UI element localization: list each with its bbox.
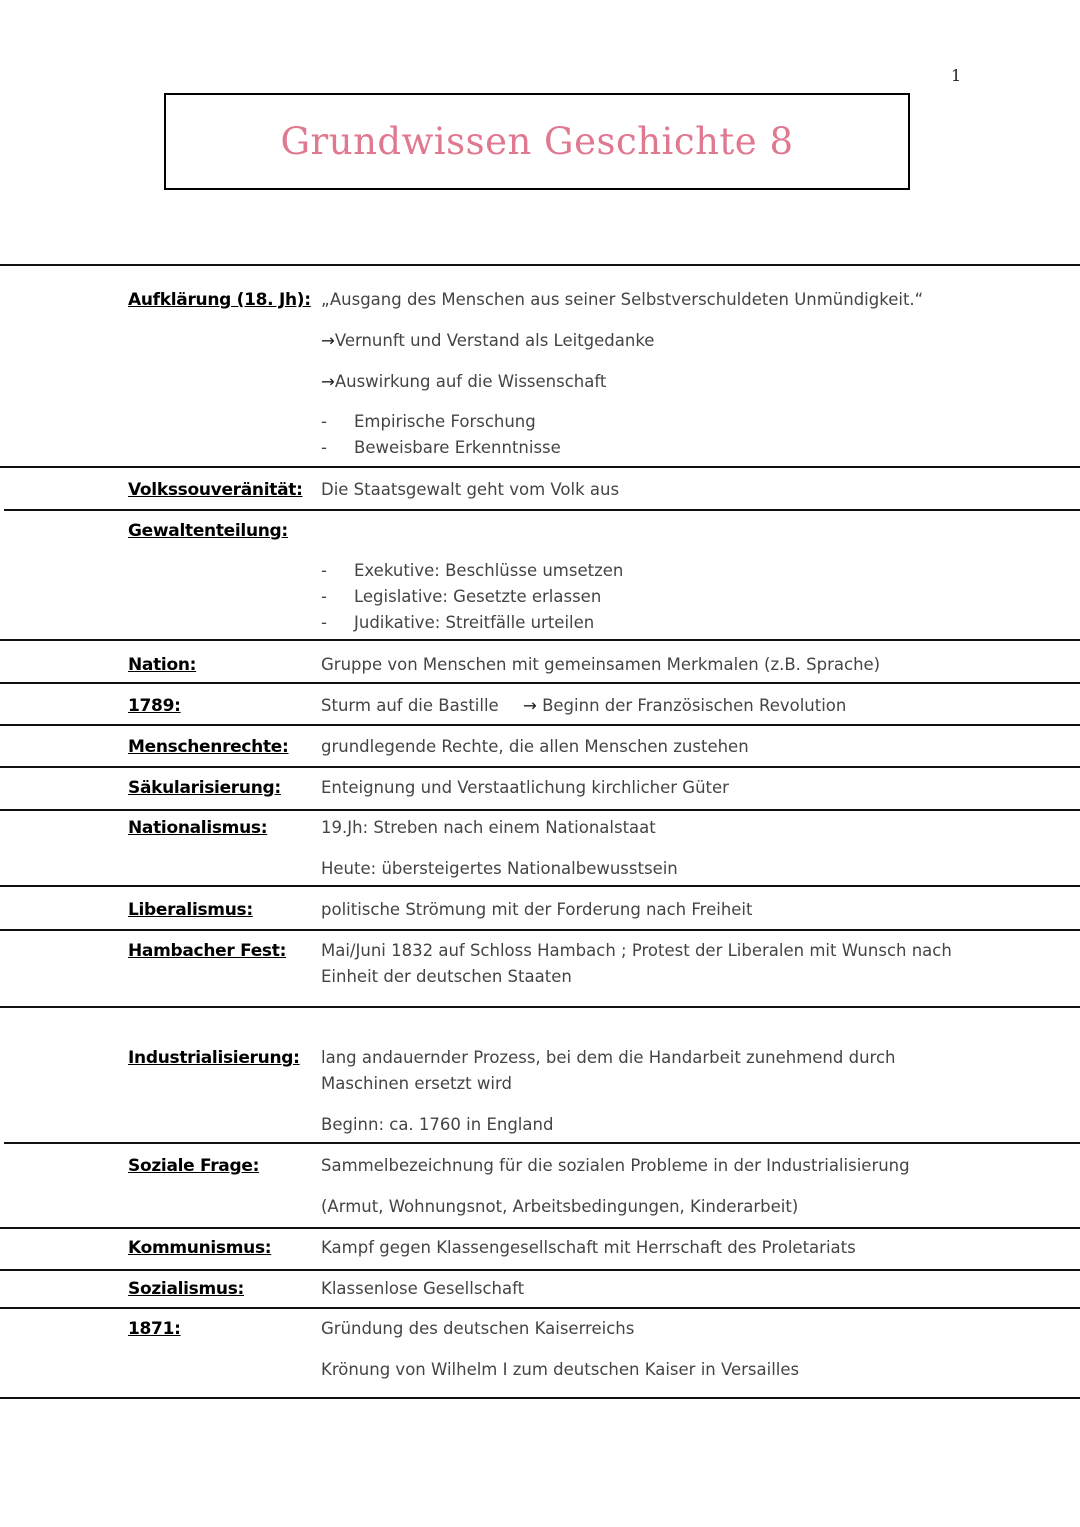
term-volkssouveraenitaet: Volkssouveränität: xyxy=(128,480,303,500)
saekularisierung-text: Enteignung und Verstaatlichung kirchlicher Güter xyxy=(321,778,729,797)
industrialisierung-line-2: Maschinen ersetzt wird xyxy=(321,1074,512,1093)
term-saekularisierung: Säkularisierung: xyxy=(128,778,281,798)
term-hambacher-fest: Hambacher Fest: xyxy=(128,941,287,961)
term-industrialisierung: Industrialisierung: xyxy=(128,1048,300,1068)
term-kommunismus: Kommunismus: xyxy=(128,1238,272,1258)
aufklaerung-quote: „Ausgang des Menschen aus seiner Selbstverschuldeten Unmündigkeit.“ xyxy=(321,290,924,309)
y1871-line-2: Krönung von Wilhelm I zum deutschen Kaiser in Versailles xyxy=(321,1360,800,1379)
divider xyxy=(4,509,1080,511)
volkssouveraenitaet-text: Die Staatsgewalt geht vom Volk aus xyxy=(321,480,620,499)
divider xyxy=(0,724,1080,726)
term-menschenrechte: Menschenrechte: xyxy=(128,737,289,757)
gewaltenteilung-bullet: Exekutive: Beschlüsse umsetzen xyxy=(354,561,624,580)
y1871-line-1: Gründung des deutschen Kaiserreichs xyxy=(321,1319,635,1338)
divider xyxy=(0,1397,1080,1399)
page-title: Grundwissen Geschichte 8 xyxy=(280,120,794,163)
aufklaerung-arrow-text-2: Auswirkung auf die Wissenschaft xyxy=(334,372,607,391)
aufklaerung-arrow-text-1: Vernunft und Verstand als Leitgedanke xyxy=(334,331,655,350)
industrialisierung-line-3: Beginn: ca. 1760 in England xyxy=(321,1115,554,1134)
term-aufklaerung: Aufklärung (18. Jh): xyxy=(128,290,311,310)
divider xyxy=(4,1142,1080,1144)
soziale-frage-line-1: Sammelbezeichnung für die sozialen Probleme in der Industrialisierung xyxy=(321,1156,910,1175)
term-1871: 1871: xyxy=(128,1319,181,1339)
nationalismus-line-1: 19.Jh: Streben nach einem Nationalstaat xyxy=(321,818,656,837)
bullet-dash: - xyxy=(321,438,327,457)
title-box xyxy=(164,93,910,190)
divider xyxy=(0,1307,1080,1309)
term-liberalismus: Liberalismus: xyxy=(128,900,253,920)
liberalismus-text: politische Strömung mit der Forderung nach Freiheit xyxy=(321,900,753,919)
arrow-right-icon: → xyxy=(321,331,335,350)
divider xyxy=(0,466,1080,468)
divider xyxy=(0,1006,1080,1008)
arrow-right-icon: → xyxy=(321,372,335,391)
term-soziale-frage: Soziale Frage: xyxy=(128,1156,260,1176)
bullet-dash: - xyxy=(321,412,327,431)
divider xyxy=(0,809,1080,811)
kommunismus-text: Kampf gegen Klassengesellschaft mit Herrschaft des Proletariats xyxy=(321,1238,856,1257)
nationalismus-line-2: Heute: übersteigertes Nationalbewusstsein xyxy=(321,859,678,878)
soziale-frage-line-2: (Armut, Wohnungsnot, Arbeitsbedingungen, Kinderarbeit) xyxy=(321,1197,799,1216)
arrow-right-icon: → xyxy=(523,696,543,715)
aufklaerung-bullet: Empirische Forschung xyxy=(354,412,536,431)
term-nation: Nation: xyxy=(128,655,197,675)
aufklaerung-arrow-line-1 xyxy=(321,331,654,350)
sozialismus-text: Klassenlose Gesellschaft xyxy=(321,1279,525,1298)
bullet-dash: - xyxy=(321,561,327,580)
y1789-text: Sturm auf die Bastille xyxy=(321,696,499,715)
aufklaerung-arrow-line-2 xyxy=(321,372,606,391)
page-number: 1 xyxy=(951,66,962,85)
divider xyxy=(0,885,1080,887)
divider xyxy=(0,1227,1080,1229)
hambacher-line-2: Einheit der deutschen Staaten xyxy=(321,967,572,986)
industrialisierung-line-1: lang andauernder Prozess, bei dem die Handarbeit zunehmend durch xyxy=(321,1048,896,1067)
gewaltenteilung-bullet: Judikative: Streitfälle urteilen xyxy=(354,613,595,632)
divider xyxy=(0,929,1080,931)
term-1789: 1789: xyxy=(128,696,181,716)
term-sozialismus: Sozialismus: xyxy=(128,1279,245,1299)
bullet-dash: - xyxy=(321,613,327,632)
divider xyxy=(0,264,1080,266)
y1789-arrow-line xyxy=(523,696,846,715)
y1789-arrow-text: Beginn der Französischen Revolution xyxy=(542,696,847,715)
bullet-dash: - xyxy=(321,587,327,606)
divider xyxy=(0,682,1080,684)
divider xyxy=(0,639,1080,641)
nation-text: Gruppe von Menschen mit gemeinsamen Merkmalen (z.B. Sprache) xyxy=(321,655,881,674)
divider xyxy=(0,1269,1080,1271)
aufklaerung-bullet: Beweisbare Erkenntnisse xyxy=(354,438,561,457)
gewaltenteilung-bullet: Legislative: Gesetzte erlassen xyxy=(354,587,602,606)
divider xyxy=(0,766,1080,768)
menschenrechte-text: grundlegende Rechte, die allen Menschen zustehen xyxy=(321,737,749,756)
hambacher-line-1: Mai/Juni 1832 auf Schloss Hambach ; Protest der Liberalen mit Wunsch nach xyxy=(321,941,952,960)
term-nationalismus: Nationalismus: xyxy=(128,818,268,838)
term-gewaltenteilung: Gewaltenteilung: xyxy=(128,521,288,541)
